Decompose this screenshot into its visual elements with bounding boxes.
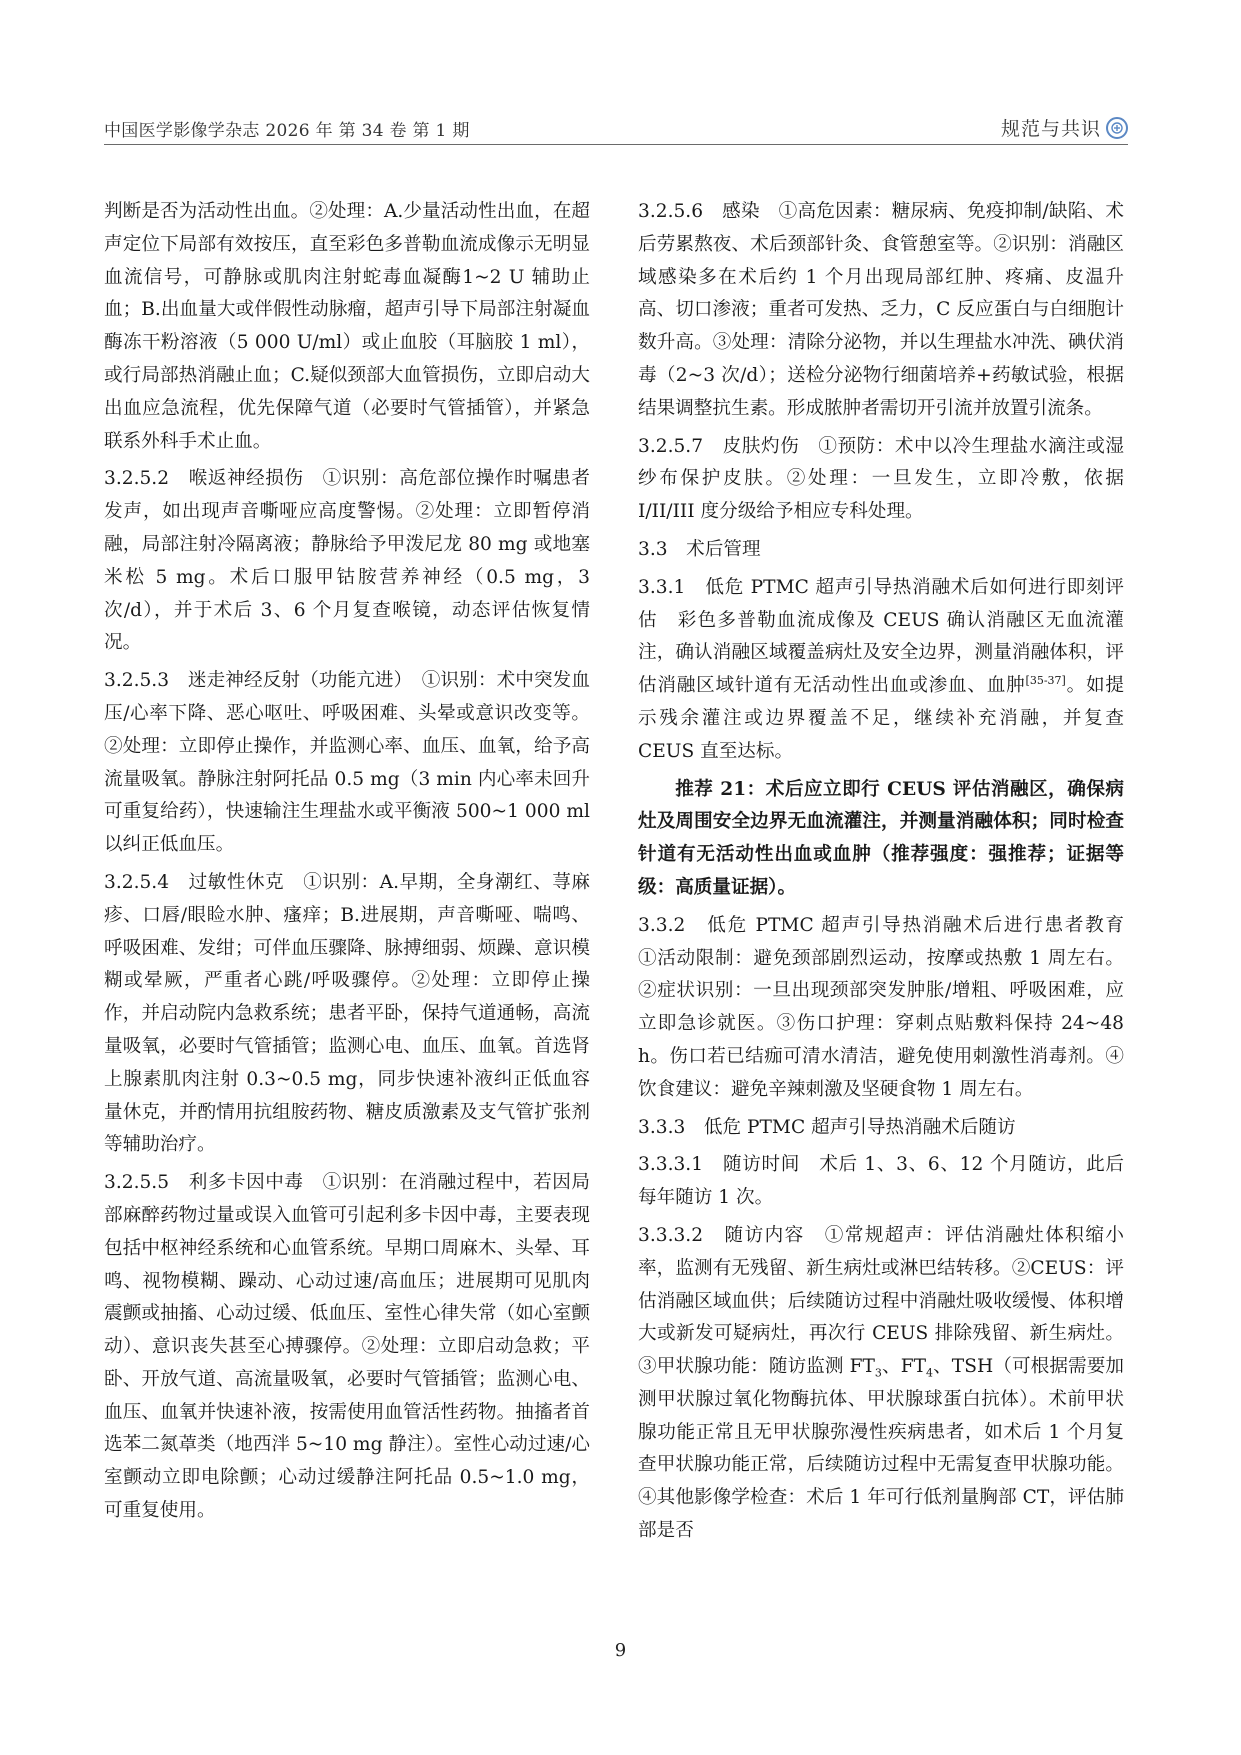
recommendation-21: 推荐 21：术后应立即行 CEUS 评估消融区，确保病灶及周围安全边界无血流灌注，并测量消融体积；同时检查针道有无活动性出血或血肿（推荐强度：强推荐；证据等级：高质量证据）。 (638, 778, 1124, 898)
page-number: 9 (614, 1640, 627, 1661)
paragraph: 判断是否为活动性出血。②处理：A.少量活动性出血，在超声定位下局部有效按压，直至彩色多普勒血流成像示无明显血流信号，可静脉或肌肉注射蛇毒血凝酶1~2 U 辅助止血；B.出血量大或伴假性动脉瘤，超声引导下局部注射凝血酶冻干粉溶液（5 000 U/ml）或止血胶（耳脑胶 1 ml），或行局部热消融止血；C.疑似颈部大血管损伤，立即启动大出血应急流程，优先保障气道（必要时气管插管），并紧急联系外科手术止血。 (104, 201, 590, 452)
subscript: 3 (874, 1366, 882, 1380)
right-column (638, 196, 1143, 1548)
citation: [35-37] (1025, 673, 1066, 687)
section-3-2-5-2: 3.2.5.2 喉返神经损伤 ①识别：高危部位操作时嘱患者发声，如出现声音嘶哑应高度警惕。②处理：立即暂停消融，局部注射冷隔离液；静脉给予甲泼尼龙 80 mg 或地塞米松 5 mg。术后口服甲钴胺营养神经（0.5 mg，3 次/d），并于术后 3、6 个月复查喉镜，动态评估恢复情况。 (104, 468, 590, 654)
section-3-2-5-6: 3.2.5.6 感染 ①高危因素：糖尿病、免疫抑制/缺陷、术后劳累熬夜、术后颈部针灸、食管憩室等。②识别：消融区域感染多在术后约 1 个月出现局部红肿、疼痛、皮温升高、切口渗液；重者可发热、乏力，C 反应蛋白与白细胞计数升高。③处理：清除分泌物，并以生理盐水冲洗、碘伏消毒（2~3 次/d）；送检分泌物行细菌培养+药敏试验，根据结果调整抗生素。形成脓肿者需切开引流并放置引流条。 (638, 201, 1124, 419)
section-3-2-5-5: 3.2.5.5 利多卡因中毒 ①识别：在消融过程中，若因局部麻醉药物过量或误入血管可引起利多卡因中毒，主要表现包括中枢神经系统和心血管系统。早期口周麻木、头晕、耳鸣、视物模糊、躁动、心动过速/高血压；进展期可见肌肉震颤或抽搐、心动过缓、低血压、室性心律失常（如心室颤动）、意识丧失甚至心搏骤停。②处理：立即启动急救；平卧、开放气道、高流量吸氧，必要时气管插管；监测心电、血压、血氧并快速补液，按需使用血管活性药物。抽搐者首选苯二氮䓬类（地西泮 5~10 mg 静注）。室性心动过速/心室颤动立即电除颤；心动过缓静注阿托品 0.5~1.0 mg，可重复使用。 (104, 1172, 590, 1522)
section-tag-label: 规范与共识 (1000, 118, 1101, 140)
section-3-2-5-4: 3.2.5.4 过敏性休克 ①识别：A.早期，全身潮红、荨麻疹、口唇/眼睑水肿、瘙痒；B.进展期，声音嘶哑、喘鸣、呼吸困难、发绀；可伴血压骤降、脉搏细弱、烦躁、意识模糊或晕厥，严重者心跳/呼吸骤停。②处理：立即停止操作，并启动院内急救系统；患者平卧，保持气道通畅，高流量吸氧，必要时气管插管；监测心电、血压、血氧。首选肾上腺素肌肉注射 0.3~0.5 mg，同步快速补液纠正低血容量休克，并酌情用抗组胺药物、糖皮质激素及支气管扩张剂等辅助治疗。 (104, 871, 590, 1156)
section-3-3-1 (638, 572, 1124, 769)
section-3-3-3-2-text: 3.3.3.2 随访内容 ①常规超声：评估消融灶体积缩小率，监测有无残留、新生病灶或淋巴结转移。②CEUS：评估消融区域血供；后续随访过程中消融灶吸收缓慢、体积增大或新发可疑病灶，再次行 CEUS 排除残留、新生病灶。③甲状腺功能：随访监测 FT (638, 1224, 1124, 1378)
section-3-2-5-3: 3.2.5.3 迷走神经反射（功能亢进） ①识别：术中突发血压/心率下降、恶心呕吐、呼吸困难、头晕或意识改变等。②处理：立即停止操作，并监测心率、血压、血氧，给予高流量吸氧。静脉注射阿托品 0.5 mg（3 min 内心率未回升可重复给药），快速输注生理盐水或平衡液 500~1 000 ml 以纠正低血压。 (104, 670, 590, 856)
section-tag (1001, 114, 1128, 141)
section-3-3-3-2-text-end: 、TSH（可根据需要加测甲状腺过氧化物酶抗体、甲状腺球蛋白抗体）。术前甲状腺功能正常且无甲状腺弥漫性疾病患者，如术后 1 个月复查甲状腺功能正常，后续随访过程中无需复查甲状腺功能。④其他影像学检查：术后 1 年可行低剂量胸部 CT，评估肺部是否 (638, 1356, 1124, 1542)
section-3-2-5-7: 3.2.5.7 皮肤灼伤 ①预防：术中以冷生理盐水滴注或湿纱布保护皮肤。②处理：一旦发生，立即冷敷，依据 I/II/III 度分级给予相应专科处理。 (638, 435, 1124, 523)
section-3-3-3-2-text-mid: 、FT (881, 1356, 927, 1378)
section-3-3-3-heading: 3.3.3 低危 PTMC 超声引导热消融术后随访 (638, 1116, 1016, 1138)
journal-info: 中国医学影像学杂志 2026 年 第 34 卷 第 1 期 (104, 121, 470, 141)
section-3-3-heading: 3.3 术后管理 (638, 538, 761, 560)
section-3-3-3-1: 3.3.3.1 随访时间 术后 1、3、6、12 个月随访，此后每年随访 1 次。 (638, 1154, 1124, 1209)
subscript: 4 (926, 1366, 934, 1380)
section-3-3-1-text: 3.3.1 低危 PTMC 超声引导热消融术后如何进行即刻评估 彩色多普勒血流成像及 CEUS 确认消融区无血流灌注，确认消融区域覆盖病灶及安全边界，测量消融体积，评估消融区域针道有无活动性出血或渗血、血肿 (638, 576, 1124, 697)
section-3-3-3-2 (638, 1220, 1124, 1548)
page-header (104, 110, 1128, 145)
section-3-3-1-text-end: 。如提示残余灌注或边界覆盖不足，继续补充消融，并复查 CEUS 直至达标。 (638, 675, 1124, 762)
left-column (104, 196, 590, 1528)
section-3-3-2: 3.3.2 低危 PTMC 超声引导热消融术后进行患者教育 ①活动限制：避免颈部剧烈运动，按摩或热敷 1 周左右。②症状识别：一旦出现颈部突发肿胀/增粗、呼吸困难，应立即急诊就医。③伤口护理：穿刺点贴敷料保持 24~48 h。伤口若已结痂可清水清洁，避免使用刺激性消毒剂。④饮食建议：避免辛辣刺激及坚硬食物 1 周左右。 (638, 914, 1143, 1100)
journal-logo-icon (1106, 117, 1128, 139)
